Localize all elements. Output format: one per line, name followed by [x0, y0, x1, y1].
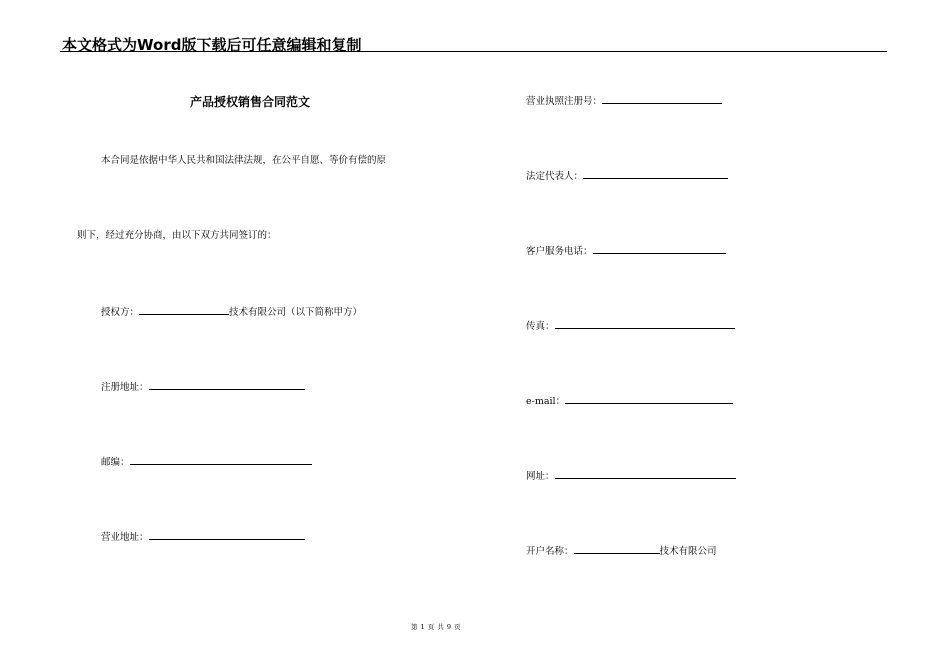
license-no-label: 营业执照注册号：: [526, 96, 603, 107]
account-name-line: [526, 543, 717, 559]
grantor-blank: [139, 304, 229, 315]
website-label: 网址：: [526, 471, 555, 482]
fax-line: [526, 318, 735, 334]
reg-address-blank: [149, 379, 305, 390]
postcode-blank: [130, 454, 312, 465]
service-phone-label: 客户服务电话：: [526, 246, 593, 257]
business-address-line: [101, 529, 305, 545]
legal-rep-label: 法定代表人：: [526, 171, 584, 182]
intro-line-1: 本合同是依据中华人民共和国法律法规，在公平自愿、等价有偿的原: [101, 155, 387, 166]
email-line: [526, 393, 733, 409]
reg-address-label: 注册地址：: [101, 382, 149, 393]
email-blank: [565, 393, 733, 404]
fax-blank: [555, 318, 735, 329]
postcode-label: 邮编：: [101, 457, 130, 468]
document-title: 产品授权销售合同范文: [190, 95, 311, 109]
header-divider: [60, 51, 887, 52]
intro-line-2: 则下，经过充分协商，由以下双方共同签订的：: [77, 230, 277, 241]
reg-address-line: [101, 379, 305, 395]
document-banner: 本文格式为Word版下载后可任意编辑和复制: [62, 36, 362, 54]
legal-rep-line: [526, 168, 728, 184]
postcode-line: [101, 454, 312, 470]
website-blank: [555, 468, 736, 479]
legal-rep-blank: [583, 168, 728, 179]
grantor-suffix: 技术有限公司（以下简称甲方）: [229, 307, 363, 318]
grantor-line: [101, 304, 362, 320]
account-name-suffix: 技术有限公司: [659, 546, 717, 557]
license-no-blank: [602, 93, 722, 104]
page-number: 第 1 页 共 9 页: [411, 623, 462, 631]
business-address-blank: [149, 529, 305, 540]
account-name-blank: [574, 543, 660, 554]
business-address-label: 营业地址：: [101, 532, 149, 543]
license-no-line: [526, 93, 722, 109]
grantor-label: 授权方：: [101, 307, 140, 318]
fax-label: 传真：: [526, 321, 555, 332]
service-phone-line: [526, 243, 726, 259]
website-line: [526, 468, 736, 484]
account-name-label: 开户名称：: [526, 546, 574, 557]
service-phone-blank: [593, 243, 726, 254]
email-label: e-mail：: [526, 396, 566, 407]
